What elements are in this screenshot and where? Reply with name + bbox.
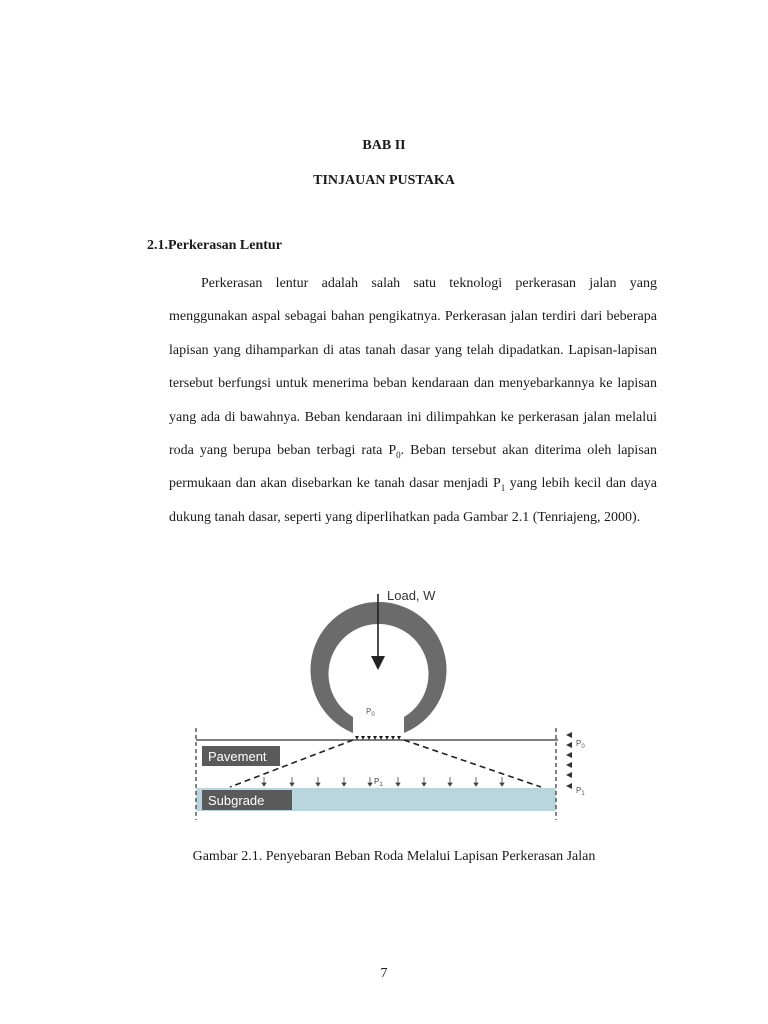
subscript-p1: 1 [500, 483, 506, 494]
section-heading: 2.1.Perkerasan Lentur [147, 238, 282, 253]
body-paragraph [169, 267, 657, 534]
spread-line-right [404, 740, 541, 787]
load-arrow-head [371, 656, 385, 670]
page-number: 7 [380, 966, 388, 981]
paragraph-text-2: . Beban tersebut akan diterima oleh lapisan permukaan dan akan disebarkan ke tanah dasar menjadi P [169, 443, 657, 492]
p1-pressure-arrows [262, 777, 504, 786]
p0-contact-label: $P_0$ [366, 707, 375, 718]
right-p1-label: $P_1$ [576, 786, 585, 797]
load-label: Load, W [387, 588, 436, 603]
figure-caption: Gambar 2.1. Penyebaran Beban Roda Melalui Lapisan Perkerasan Jalan [192, 849, 596, 864]
right-p0-label: $P_0$ [576, 739, 585, 750]
right-side-markers [566, 732, 572, 789]
paragraph-text-3: yang lebih kecil dan daya dukung tanah dasar, seperti yang diperlihatkan pada Gambar 2.1 (Tenriajeng, 2000). [169, 476, 657, 525]
p1-label: $P_1$ [374, 777, 383, 788]
load-distribution-figure [186, 580, 586, 830]
chapter-number: BAB II [362, 138, 406, 153]
paragraph-text-1: Perkerasan lentur adalah salah satu teknologi perkerasan jalan yang menggunakan aspal sebagai bahan pengikatnya. Perkerasan jalan terdiri dari beberapa lapisan yang dihamparkan di atas tanah dasar yang telah dipadatkan. Lapisan-lapisan tersebut berfungsi untuk menerima beban kendaraan dan menyebarkannya ke lapisan yang ada di bawahnya. Beban kendaraan ini dilimpahkan ke perkerasan jalan melalui roda yang berupa beban terbagi rata P [169, 276, 657, 459]
subgrade-label: Subgrade [208, 793, 265, 808]
chapter-title: TINJAUAN PUSTAKA [313, 173, 455, 188]
pavement-label: Pavement [208, 749, 267, 764]
subscript-p0: 0 [396, 449, 401, 460]
tire-contact-gap [353, 725, 404, 739]
